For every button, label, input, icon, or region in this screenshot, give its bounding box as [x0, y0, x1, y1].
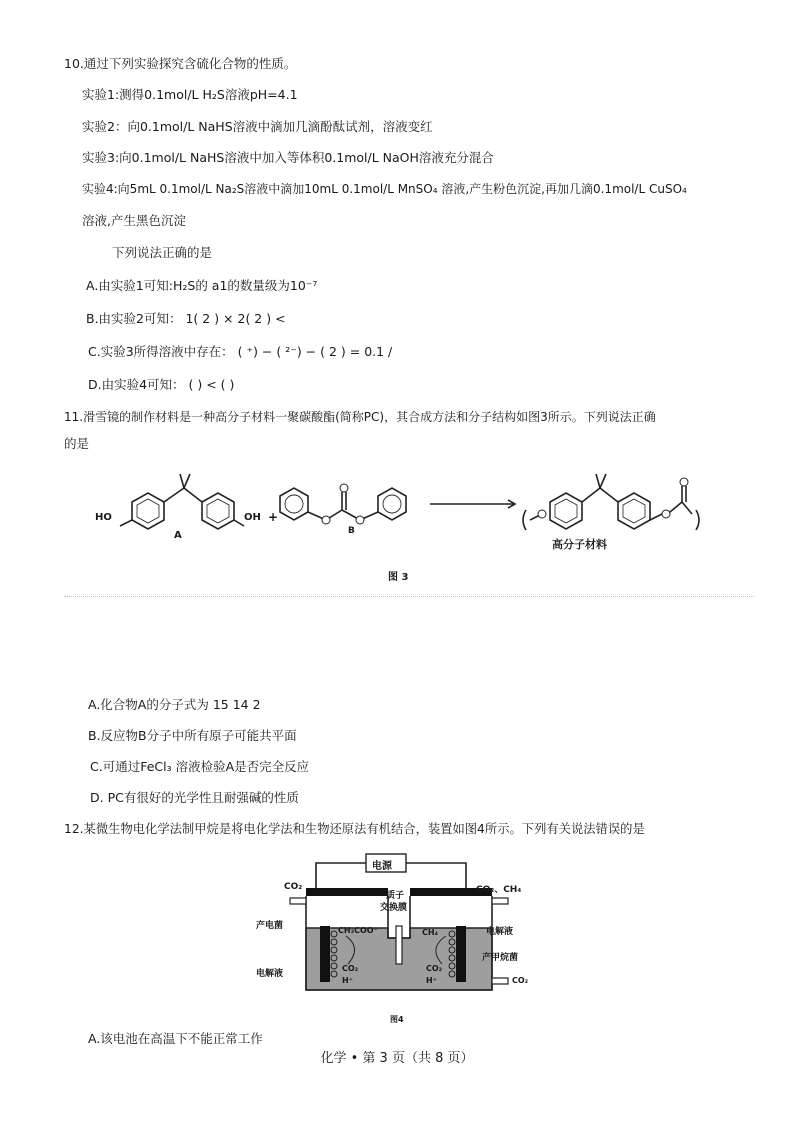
- q10-experiment-2: 实验2：向0.1mol/L NaHS溶液中滴加几滴酚酞试剂，溶液变红: [82, 119, 433, 134]
- q10-experiment-3: 实验3:向0.1mol/L NaHS溶液中加入等体积0.1mol/L NaOH溶液充分混合: [82, 150, 494, 165]
- figure-4-caption: 图4: [390, 1015, 404, 1024]
- q10-stem: 10.通过下列实验探究含硫化合物的性质。: [64, 56, 297, 71]
- section-divider: [64, 596, 754, 597]
- q10-option-d: D.由实验4可知： ( ) < ( ): [88, 377, 235, 392]
- co2-inlet-label: CO₂: [512, 976, 529, 985]
- q11-option-a: A.化合物A的分子式为 15 14 2: [88, 697, 261, 712]
- right-bacteria-label: 产甲烷菌: [482, 953, 519, 963]
- membrane-label-line1: 质子: [386, 891, 405, 901]
- compound-a-ho-label: HO: [95, 512, 112, 523]
- q11-option-d: D. PC有很好的光学性且耐强碱的性质: [90, 790, 299, 805]
- page-footer: 化学 • 第 3 页（共 8 页）: [320, 1051, 474, 1066]
- h-plus-left-label: H⁺: [342, 976, 353, 985]
- q11-stem-line1: 11.滑雪镜的制作材料是一种高分子材料一聚碳酸酯(简称PC)，其合成方法和分子结构如图3所示。下列说法正确: [64, 410, 656, 424]
- co2-outlet-left-label: CO₂: [284, 882, 303, 892]
- q10-experiment-4-line1: 实验4:向5mL 0.1mol/L Na₂S溶液中滴加10mL 0.1mol/L MnSO₄ 溶液,产生粉色沉淀,再加几滴0.1mol/L CuSO₄: [82, 182, 687, 196]
- membrane-label-line2: 交换膜: [380, 903, 408, 913]
- q11-stem-line2: 的是: [64, 436, 90, 451]
- left-bacteria-label: 产电菌: [256, 921, 284, 931]
- product-label: 高分子材料: [552, 538, 607, 551]
- h-plus-right-label: H⁺: [426, 976, 437, 985]
- compound-a-oh-label: OH: [244, 512, 261, 523]
- co2-right-label: CO₂: [426, 964, 443, 973]
- q10-option-b: B.由实验2可知： 1( 2 ) × 2( 2 ) <: [86, 311, 286, 326]
- q11-option-c: C.可通过FeCl₃ 溶液检验A是否完全反应: [90, 759, 310, 774]
- q12-option-a: A.该电池在高温下不能正常工作: [88, 1031, 263, 1046]
- q10-prompt: 下列说法正确的是: [112, 245, 213, 260]
- q10-experiment-4-line2: 溶液,产生黑色沉淀: [82, 213, 186, 228]
- compound-b-label: B: [348, 526, 355, 536]
- q10-option-a: A.由实验1可知:H₂S的 a1的数量级为10⁻⁷: [86, 278, 318, 293]
- cell-drawing: [250, 852, 540, 1027]
- q10-experiment-1: 实验1:测得0.1mol/L H₂S溶液pH=4.1: [82, 87, 298, 102]
- figure-3-caption: 图 3: [388, 572, 409, 583]
- figure-3-reaction-scheme: [90, 470, 710, 590]
- q12-stem: 12.某微生物电化学法制甲烷是将电化学法和生物还原法有机结合，装置如图4所示。下列有关说法错误的是: [64, 822, 645, 836]
- q10-option-c: C.实验3所得溶液中存在： ( ⁺) − ( ²⁻) − ( 2 ) = 0.1 /: [88, 344, 393, 359]
- plus-sign: +: [268, 510, 279, 524]
- right-electrolyte-label: 电解液: [486, 927, 514, 937]
- q11-option-b: B.反应物B分子中所有原子可能共平面: [88, 728, 297, 743]
- compound-a-label: A: [174, 530, 182, 541]
- acetate-label: CH₃COO⁻: [338, 926, 378, 935]
- co2-left-label: CO₂: [342, 964, 359, 973]
- left-electrolyte-label: 电解液: [256, 969, 284, 979]
- power-supply-label: 电源: [372, 861, 392, 872]
- figure-4-cell-diagram: [250, 852, 540, 1027]
- co2-ch4-outlet-label: CO₂、CH₄: [476, 885, 522, 895]
- ch4-right-label: CH₄: [422, 928, 439, 937]
